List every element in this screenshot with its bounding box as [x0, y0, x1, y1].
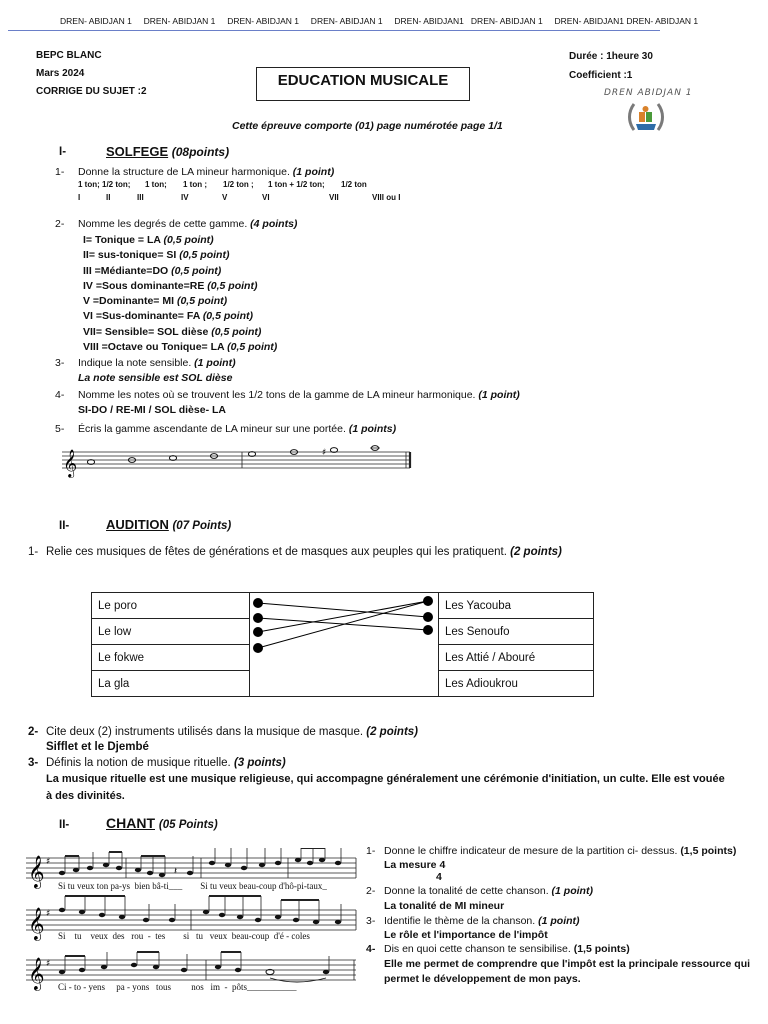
page-title: EDUCATION MUSICALE — [277, 72, 449, 89]
song-note — [73, 868, 79, 872]
section2-heading — [106, 517, 231, 532]
treble-clef-icon: 𝄞 — [63, 449, 78, 477]
subject-label: CORRIGE DU SUJET :2 — [36, 86, 147, 97]
right-item: Les Yacouba — [439, 593, 594, 619]
degree-answer: VII= Sensible= SOL dièse (0,5 point) — [83, 325, 262, 338]
chant-q3-text: Identifie le thème de la chanson. — [384, 915, 536, 927]
song-note — [135, 868, 141, 872]
song-note — [255, 918, 261, 922]
song-note — [313, 920, 319, 924]
song-note — [59, 871, 65, 875]
song-note — [119, 915, 125, 919]
left-item: La gla — [92, 671, 250, 697]
degree-answers — [83, 233, 277, 355]
s2-q2-text: Cite deux (2) instruments utilisés dans la musique de masque. — [46, 726, 364, 738]
song-note — [99, 913, 105, 917]
s2-q3-num: 3- — [28, 757, 39, 769]
sharp-icon: ♯ — [46, 909, 51, 919]
song-note — [203, 910, 209, 914]
degree-3: III — [137, 193, 144, 202]
s1-q1 — [78, 166, 334, 178]
song-note — [307, 861, 313, 865]
song-note — [79, 910, 85, 914]
right-item: Les Senoufo — [439, 619, 594, 645]
lyrics-line-1: Si tu veux ton pa-ys bien bâ-ti___ Si tu veux beau-coup d'hô-pi-taux_ — [58, 881, 327, 891]
s1-q2-text: Nomme les degrés de cette gamme. — [78, 218, 248, 230]
song-note — [241, 866, 247, 870]
degree-answer: V =Dominante= MI (0,5 point) — [83, 295, 228, 308]
section2-title: AUDITION — [106, 517, 169, 532]
left-item: Le low — [92, 619, 250, 645]
chant-q1-answer-2: 4 — [436, 871, 442, 883]
section1-title: SOLFEGE — [106, 144, 169, 159]
song-note — [209, 861, 215, 865]
section3-num: II- — [59, 819, 70, 831]
s2-q2 — [46, 726, 418, 738]
s1-q1-num: 1- — [55, 166, 65, 178]
song-note — [79, 968, 85, 972]
song-note — [169, 918, 175, 922]
section3-heading — [106, 815, 218, 831]
right-item: Les Adioukrou — [439, 671, 594, 697]
song-note — [143, 918, 149, 922]
degree-5: V — [222, 193, 228, 202]
song-note — [59, 970, 65, 974]
song-note — [225, 863, 231, 867]
chant-q4-num: 4- — [366, 943, 376, 955]
exam-date: Mars 2024 — [36, 68, 85, 79]
s1-q4 — [78, 389, 520, 401]
s1-q5 — [78, 423, 396, 435]
s2-q3-pts: (3 points) — [233, 757, 286, 769]
song-note — [237, 915, 243, 919]
treble-clef-icon: 𝄞 — [28, 907, 45, 940]
degree-answer: III =Médiante=DO (0,5 point) — [83, 264, 222, 277]
song-note — [293, 918, 299, 922]
interval-2: 1 ton; — [145, 180, 167, 189]
section1-heading — [106, 144, 229, 159]
sharp-icon: ♯ — [322, 448, 327, 458]
degree-1: I — [78, 193, 81, 202]
right-item: Les Attié / Abouré — [439, 645, 594, 671]
degree-answer: IV =Sous dominante=RE (0,5 point) — [83, 279, 258, 292]
s2-q1-pts: (2 points) — [510, 546, 562, 558]
song-note — [116, 866, 122, 870]
s1-q3-pts: (1 point) — [194, 357, 236, 369]
song-note — [103, 863, 109, 867]
chant-q4-text: Dis en quoi cette chanson te sensibilise. — [384, 943, 571, 955]
chant-q4-answer: Elle me permet de comprendre que l'impôt est la principale ressource qui — [384, 958, 751, 970]
s2-q1 — [46, 546, 562, 558]
song-note — [275, 915, 281, 919]
interval-4: 1/2 ton ; — [223, 180, 254, 189]
song-note — [219, 913, 225, 917]
s1-q3-num: 3- — [55, 357, 65, 369]
header-strip: DREN- ABIDJAN 1 DREN- ABIDJAN 1 DREN- ABIDJAN 1 DREN- ABIDJAN 1 DREN- ABIDJAN1 DREN- ABIDJAN 1 DREN- ABIDJAN1 DREN- ABIDJAN 1 — [60, 16, 699, 26]
section1-points: (08points) — [171, 145, 230, 159]
degree-answer: VI =Sus-dominante= FA (0,5 point) — [83, 310, 253, 323]
song-score — [26, 848, 358, 996]
degree-4: IV — [181, 193, 189, 202]
s2-q2-pts: (2 points) — [366, 726, 418, 738]
sharp-icon: ♯ — [46, 959, 51, 969]
page-note: Cette épreuve comporte (01) page numérotée page 1/1 — [232, 120, 503, 132]
chant-q4 — [384, 943, 630, 955]
duration: Durée : 1heure 30 — [569, 51, 653, 62]
chant-q2-answer: La tonalité de MI mineur — [384, 900, 505, 912]
s1-q4-text: Nomme les notes où se trouvent les 1/2 tons de la gamme de LA mineur harmonique. — [78, 389, 476, 401]
song-note — [59, 908, 65, 912]
chant-q2-text: Donne la tonalité de cette chanson. — [384, 885, 549, 897]
s2-q3 — [46, 757, 286, 769]
lyrics-line-3: Ci - to - yens pa - yons tous nos im - pôts___________ — [58, 982, 297, 992]
section2-num: II- — [59, 520, 70, 532]
interval-5: 1 ton + 1/2 ton; — [268, 180, 325, 189]
s1-q5-text: Écris la gamme ascendante de LA mineur sur une portée. — [78, 423, 346, 435]
degree-7: VII — [329, 193, 339, 202]
song-note — [153, 965, 159, 969]
s1-q5-pts: (1 points) — [348, 423, 397, 435]
chant-q3-pts: (1 point) — [538, 915, 580, 927]
left-item: Le fokwe — [92, 645, 250, 671]
s2-q3-answer-2: à des divinités. — [46, 790, 125, 802]
song-note — [159, 873, 165, 877]
degree-answer: I= Tonique = LA (0,5 point) — [83, 234, 214, 246]
interval-1: 1 ton; 1/2 ton; — [78, 180, 131, 189]
song-note — [87, 866, 93, 870]
song-note — [275, 861, 281, 865]
chant-q1-num: 1- — [366, 845, 376, 857]
section3-points: (05 Points) — [158, 819, 218, 831]
song-note — [181, 968, 187, 972]
degree-8: VIII ou I — [372, 193, 401, 202]
song-note — [187, 871, 193, 875]
song-note — [295, 858, 301, 862]
chant-q3-num: 3- — [366, 915, 376, 927]
s2-q2-answer: Sifflet et le Djembé — [46, 741, 149, 753]
sharp-icon: ♯ — [46, 857, 51, 867]
matching-lines — [248, 594, 438, 658]
title-box — [256, 67, 470, 101]
degree-2: II — [106, 193, 111, 202]
song-note — [259, 863, 265, 867]
interval-row — [78, 180, 418, 190]
s1-q4-num: 4- — [55, 389, 65, 401]
chant-q3 — [384, 915, 580, 927]
song-note — [147, 871, 153, 875]
s1-q2 — [78, 218, 297, 230]
exam-type: BEPC BLANC — [36, 50, 102, 61]
chant-q1-answer: La mesure 4 — [384, 859, 446, 871]
section1-num: I- — [59, 146, 67, 158]
chant-q2 — [384, 885, 593, 897]
song-note — [335, 920, 341, 924]
treble-clef-icon: 𝄞 — [28, 855, 45, 888]
table-row — [92, 671, 594, 697]
s1-q1-pts: (1 point) — [292, 166, 335, 178]
interval-6: 1/2 ton — [341, 180, 367, 189]
laurel-icon — [626, 100, 666, 136]
chant-q1-text: Donne le chiffre indicateur de mesure de la partition ci- dessus. — [384, 845, 678, 857]
left-item: Le poro — [92, 593, 250, 619]
song-note — [235, 968, 241, 972]
s1-q3-text: Indique la note sensible. — [78, 357, 192, 369]
chant-q4-pts: (1,5 points) — [573, 943, 630, 955]
s1-q5-num: 5- — [55, 423, 65, 435]
dren-logo — [604, 88, 714, 138]
degree-6: VI — [262, 193, 270, 202]
s1-q1-text: Donne la structure de LA mineur harmonique. — [78, 166, 290, 178]
lyrics-line-2: Si tu veux des rou - tes si tu veux beau-coup d'é - coles — [58, 931, 310, 941]
coefficient: Coefficient :1 — [569, 70, 633, 81]
degree-answer: VIII =Octave ou Tonique= LA (0,5 point) — [83, 341, 278, 354]
logo-text: DREN ABIDJAN 1 — [604, 88, 693, 98]
chant-q1-pts: (1,5 points) — [680, 845, 737, 857]
link-area — [250, 671, 439, 697]
degree-answer: II= sus-tonique= SI (0,5 point) — [83, 249, 230, 262]
section3-title: CHANT — [106, 815, 155, 831]
s2-q2-num: 2- — [28, 726, 39, 738]
chant-q4-answer-2: permet le développement de mon pays. — [384, 973, 581, 985]
s2-q3-text: Définis la notion de musique rituelle. — [46, 757, 231, 769]
song-note — [335, 861, 341, 865]
header-underline — [8, 30, 660, 31]
scale-staff — [62, 444, 414, 478]
chant-q2-pts: (1 point) — [551, 885, 593, 897]
s1-q3 — [78, 357, 236, 369]
s2-q1-text: Relie ces musiques de fêtes de générations et de masques aux peuples qui les pratiquent. — [46, 546, 507, 558]
s2-q3-answer-1: La musique rituelle est une musique religieuse, qui accompagne généralement une cérémonie d'initiation, un culte. Elle est vouée — [46, 773, 725, 785]
chant-q1 — [384, 845, 736, 857]
s1-q4-pts: (1 point) — [478, 389, 520, 401]
s1-q2-num: 2- — [55, 218, 65, 230]
song-note — [323, 970, 329, 974]
song-note — [215, 965, 221, 969]
song-note — [319, 858, 325, 862]
s1-q2-pts: (4 points) — [250, 218, 298, 230]
s1-q3-answer: La note sensible est SOL dièse — [78, 372, 233, 384]
section2-points: (07 Points) — [172, 520, 232, 532]
chant-q3-answer: Le rôle et l'importance de l'impôt — [384, 929, 548, 941]
s1-q4-answer: SI-DO / RE-MI / SOL dièse- LA — [78, 404, 226, 416]
song-note — [131, 963, 137, 967]
meta-left — [36, 47, 147, 101]
interval-3: 1 ton ; — [183, 180, 207, 189]
treble-clef-icon: 𝄞 — [28, 957, 45, 990]
degree-row — [78, 193, 418, 203]
meta-right — [569, 47, 653, 85]
song-note — [101, 965, 107, 969]
chant-q2-num: 2- — [366, 885, 376, 897]
s2-q1-num: 1- — [28, 546, 39, 558]
rest-icon: 𝄽 — [174, 866, 178, 877]
